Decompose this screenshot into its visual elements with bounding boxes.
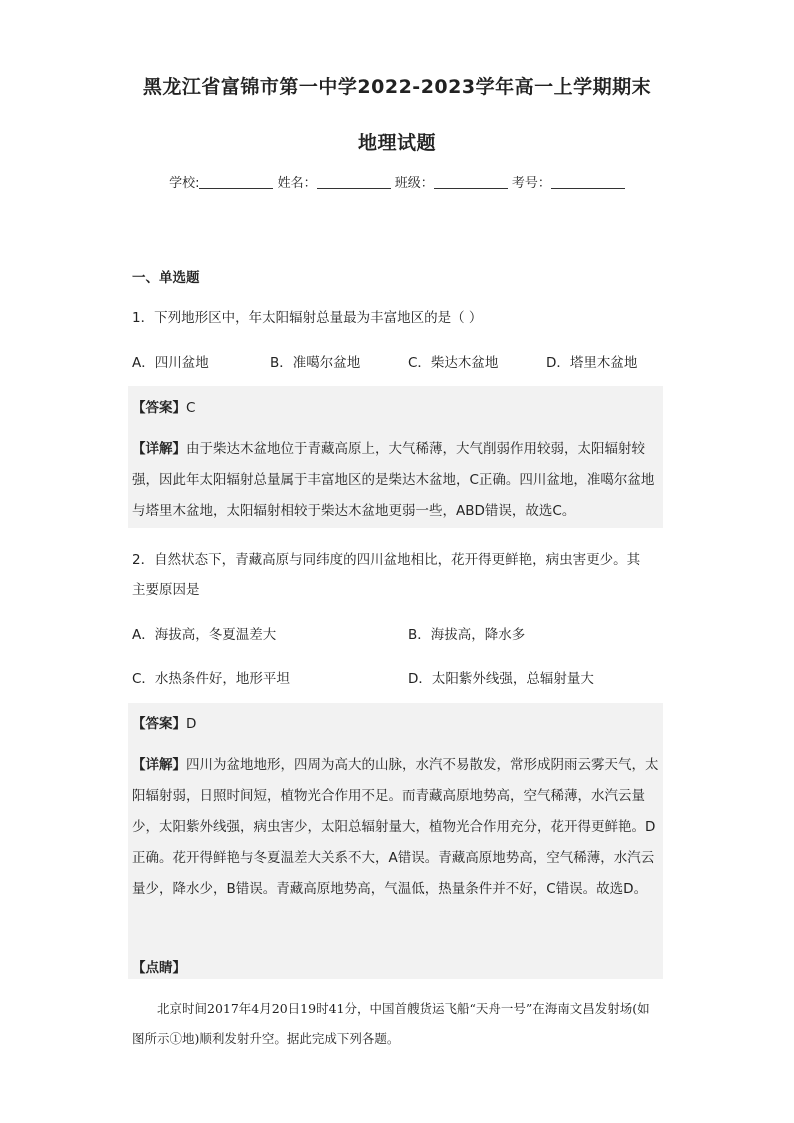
question-1-option-a: A．四川盆地 [132,355,209,371]
question-2-option-a: A．海拔高，冬夏温差大 [132,627,277,643]
detail-text: 由于柴达木盆地位于青藏高原上，大气稀薄，大气削弱作用较弱，太阳辐射较强，因此年太阳辐射总量属于丰富地区的是柴达木盆地，C正确。四川盆地，准噶尔盆地与塔里木盆地，太阳辐射相较于柴达木盆地更弱一些，ABD错误，故选C。 [132,441,655,519]
answer-value: C [186,400,196,416]
student-info-row [0,172,794,191]
question-1-option-c: C．柴达木盆地 [408,355,499,371]
question-2-option-c: C．水热条件好，地形平坦 [132,671,290,687]
document-title: 黑龙江省富锦市第一中学2022-2023学年高一上学期期末 [142,76,652,98]
question-2-stem-line-2: 主要原因是 [132,582,200,598]
question-1-answer [132,396,195,416]
next-group-intro: 北京时间2017年4月20日19时41分，中国首艘货运飞船“天舟一号”在海南文昌发射场(如图所示①地)顺利发射升空。据此完成下列各题。 [132,1001,650,1046]
question-2-option-b: B．海拔高，降水多 [408,627,526,643]
question-1-detail [132,434,662,527]
number-blank[interactable] [551,174,625,189]
school-label: 学校: [169,176,200,191]
comment-label: 【点睛】 [132,960,186,976]
question-2-comment [132,956,186,976]
question-1-stem: 1．下列地形区中，年太阳辐射总量最为丰富地区的是（ ） [132,310,483,326]
class-label: 班级： [394,176,434,191]
question-2-option-d: D．太阳紫外线强，总辐射量大 [408,671,594,687]
question-1-option-d: D．塔里木盆地 [546,355,638,371]
question-2-answer [132,712,196,732]
name-blank[interactable] [317,174,391,189]
detail-label: 【详解】 [132,757,186,773]
class-blank[interactable] [434,174,508,189]
name-label: 姓名： [277,176,317,191]
question-2-stem-line-1: 2．自然状态下，青藏高原与同纬度的四川盆地相比，花开得更鲜艳，病虫害更少。其 [132,552,641,568]
detail-label: 【详解】 [132,441,186,457]
number-label: 考号： [511,176,551,191]
answer-value: D [186,716,197,732]
section-title: 一、单选题 [132,270,200,286]
detail-text: 四川为盆地地形，四周为高大的山脉，水汽不易散发，常形成阴雨云雾天气，太阳辐射弱，日照时间短，植物光合作用不足。而青藏高原地势高，空气稀薄，水汽云量少，太阳紫外线强，病虫害少，太阳总辐射量大，植物光合作用充分，花开得更鲜艳。D正确。花开得鲜艳与冬夏温差大关系不大，A错误。青藏高原地势高，空气稀薄，水汽云量少，降水少，B错误。青藏高原地势高，气温低，热量条件并不好，C错误。故选D。 [132,757,659,897]
answer-label: 【答案】 [132,716,186,732]
document-subtitle: 地理试题 [357,132,436,154]
question-2-detail [132,750,662,905]
question-1-option-b: B．准噶尔盆地 [270,355,361,371]
school-blank[interactable] [199,174,273,189]
answer-label: 【答案】 [132,400,186,416]
